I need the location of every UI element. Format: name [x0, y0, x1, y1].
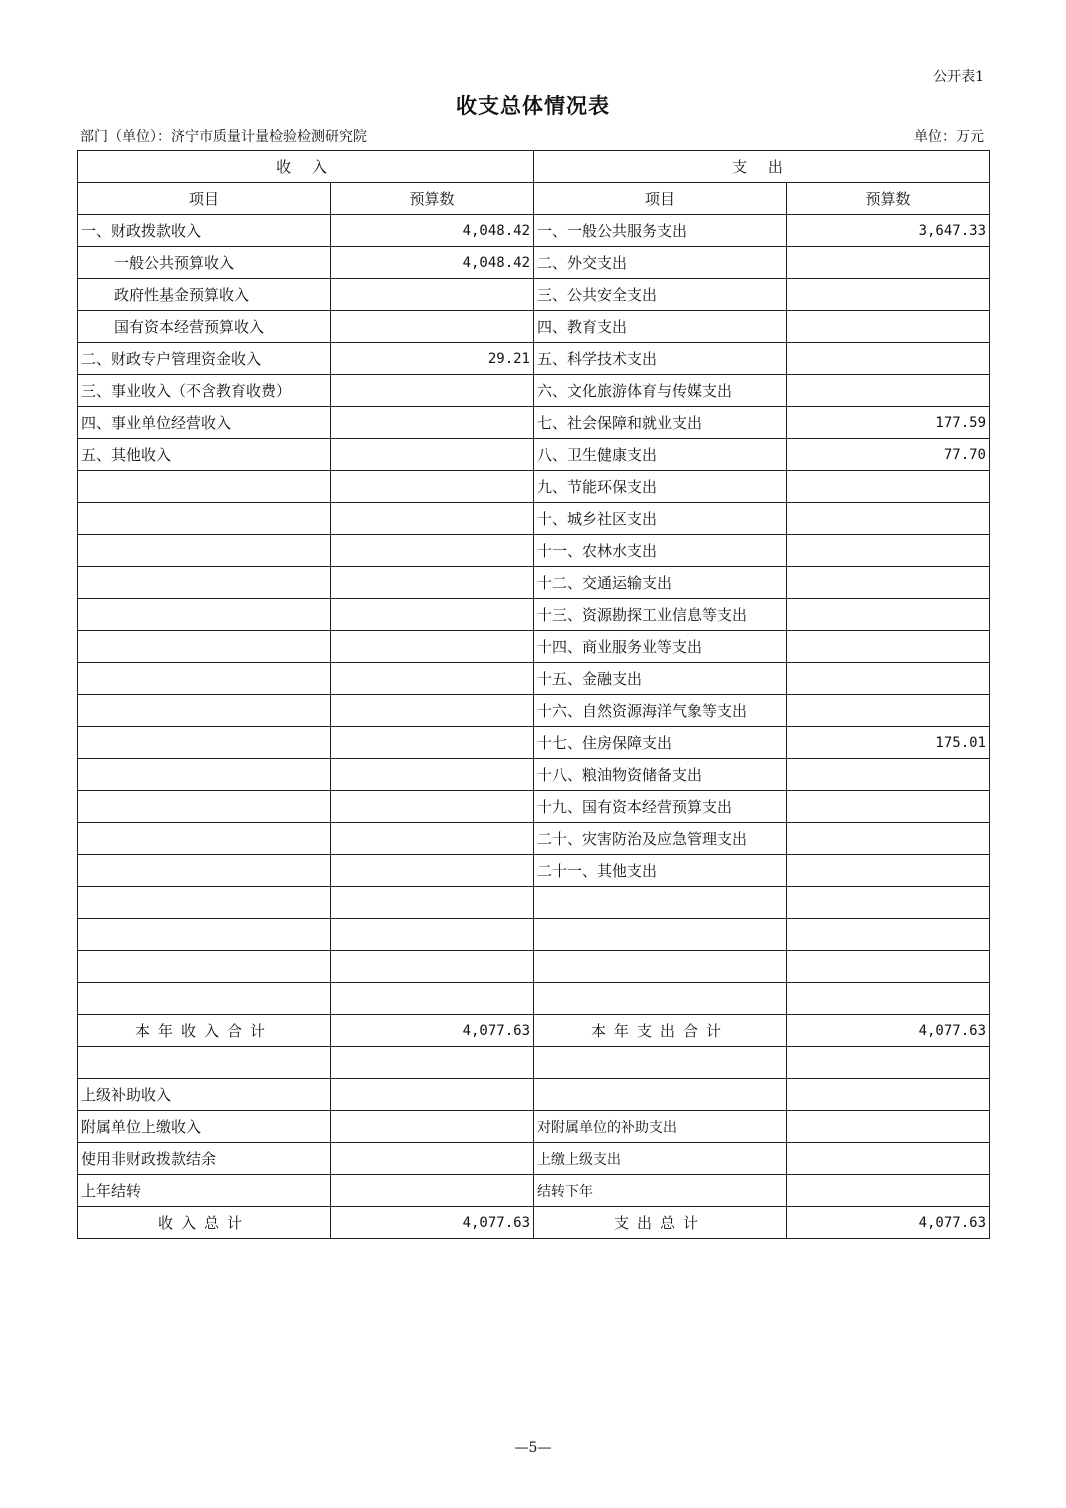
- expense-item: 十一、农林水支出: [534, 535, 787, 567]
- income-budget: [331, 407, 534, 439]
- expense-budget: 175.01: [787, 727, 990, 759]
- expense-item: [534, 887, 787, 919]
- income-budget: [331, 1079, 534, 1111]
- table-row: [78, 759, 990, 791]
- expense-budget: [787, 983, 990, 1015]
- income-item: 一般公共预算收入: [78, 247, 331, 279]
- expense-item: 十九、国有资本经营预算支出: [534, 791, 787, 823]
- table-row: [78, 375, 990, 407]
- expense-budget: [787, 759, 990, 791]
- income-budget: [331, 951, 534, 983]
- expense-budget: [787, 279, 990, 311]
- expense-budget: [787, 663, 990, 695]
- income-budget: [331, 983, 534, 1015]
- income-budget: [331, 1111, 534, 1143]
- expense-item: 六、文化旅游体育与传媒支出: [534, 375, 787, 407]
- expense-budget: [787, 471, 990, 503]
- income-budget: [331, 503, 534, 535]
- expense-budget: [787, 1143, 990, 1175]
- expense-budget: 177.59: [787, 407, 990, 439]
- income-budget: [331, 631, 534, 663]
- table-row: [78, 247, 990, 279]
- table-row: [78, 567, 990, 599]
- page-number: —5—: [514, 1440, 552, 1456]
- income-budget: [331, 1047, 534, 1079]
- expense-budget: [787, 887, 990, 919]
- expense-item: 八、卫生健康支出: [534, 439, 787, 471]
- column-header-row: [78, 183, 990, 215]
- income-item: [78, 983, 331, 1015]
- expense-budget: [787, 1079, 990, 1111]
- expense-budget: [787, 1175, 990, 1207]
- table-row: [78, 599, 990, 631]
- expense-budget: [787, 823, 990, 855]
- expense-budget: [787, 695, 990, 727]
- income-item: [78, 951, 331, 983]
- income-budget: [331, 727, 534, 759]
- income-item: [78, 823, 331, 855]
- expense-item: 四、教育支出: [534, 311, 787, 343]
- income-budget: [331, 919, 534, 951]
- expense-budget: [787, 855, 990, 887]
- unit-label: 单位：万元: [914, 129, 984, 145]
- expense-item: 上缴上级支出: [534, 1143, 787, 1175]
- income-budget: 4,048.42: [331, 247, 534, 279]
- income-item: 二、财政专户管理资金收入: [78, 343, 331, 375]
- expense-budget: 3,647.33: [787, 215, 990, 247]
- income-item: [78, 919, 331, 951]
- table-row: [78, 1111, 990, 1143]
- expense-item: [534, 919, 787, 951]
- income-item: 附属单位上缴收入: [78, 1111, 331, 1143]
- budget-table: [77, 150, 990, 1239]
- income-budget: [331, 855, 534, 887]
- income-total-label: 本年收入合计: [78, 1015, 331, 1047]
- expense-item-header: 项目: [534, 183, 787, 215]
- income-budget: [331, 311, 534, 343]
- income-budget: [331, 823, 534, 855]
- grand-total-row: [78, 1207, 990, 1239]
- income-budget: [331, 599, 534, 631]
- section-header-row: [78, 151, 990, 183]
- expense-budget: 77.70: [787, 439, 990, 471]
- expense-item: [534, 951, 787, 983]
- table-row: [78, 951, 990, 983]
- expense-budget: [787, 535, 990, 567]
- table-row: [78, 663, 990, 695]
- expense-item: [534, 983, 787, 1015]
- expense-item: 二、外交支出: [534, 247, 787, 279]
- income-budget: [331, 1175, 534, 1207]
- income-budget-header: 预算数: [331, 183, 534, 215]
- expense-budget: [787, 567, 990, 599]
- expense-item: 十五、金融支出: [534, 663, 787, 695]
- income-item: 五、其他收入: [78, 439, 331, 471]
- income-item: 一、财政拨款收入: [78, 215, 331, 247]
- income-item: [78, 791, 331, 823]
- table-row: [78, 439, 990, 471]
- table-row: [78, 1175, 990, 1207]
- table-row: [78, 407, 990, 439]
- table-row: [78, 983, 990, 1015]
- table-row: [78, 631, 990, 663]
- expense-budget: [787, 631, 990, 663]
- income-budget: [331, 567, 534, 599]
- table-tag: 公开表1: [933, 69, 984, 85]
- income-total-value: 4,077.63: [331, 1207, 534, 1239]
- income-budget: [331, 1143, 534, 1175]
- expense-budget: [787, 375, 990, 407]
- table-row: [78, 887, 990, 919]
- table-row: [78, 1079, 990, 1111]
- department-label: 部门（单位）：济宁市质量计量检验检测研究院: [80, 129, 367, 145]
- income-budget: [331, 439, 534, 471]
- expense-section-header: 支 出: [534, 151, 990, 183]
- expense-item: [534, 1047, 787, 1079]
- expense-item: 十七、住房保障支出: [534, 727, 787, 759]
- income-item: [78, 855, 331, 887]
- table-row: [78, 1047, 990, 1079]
- income-item: [78, 887, 331, 919]
- expense-budget: [787, 599, 990, 631]
- income-budget: [331, 535, 534, 567]
- income-item: [78, 759, 331, 791]
- table-row: [78, 311, 990, 343]
- expense-total-label: 本年支出合计: [534, 1015, 787, 1047]
- table-row: [78, 343, 990, 375]
- expense-total-value: 4,077.63: [787, 1207, 990, 1239]
- income-budget: [331, 759, 534, 791]
- expense-item: 十二、交通运输支出: [534, 567, 787, 599]
- income-item: 四、事业单位经营收入: [78, 407, 331, 439]
- income-budget: [331, 375, 534, 407]
- expense-budget: [787, 951, 990, 983]
- income-item: [78, 599, 331, 631]
- expense-item: 七、社会保障和就业支出: [534, 407, 787, 439]
- table-row: [78, 215, 990, 247]
- expense-item: 九、节能环保支出: [534, 471, 787, 503]
- income-item: 使用非财政拨款结余: [78, 1143, 331, 1175]
- table-row: [78, 535, 990, 567]
- income-item: [78, 695, 331, 727]
- income-item: [78, 471, 331, 503]
- expense-budget: [787, 1111, 990, 1143]
- income-item: 政府性基金预算收入: [78, 279, 331, 311]
- expense-total-value: 4,077.63: [787, 1015, 990, 1047]
- income-item: [78, 631, 331, 663]
- table-row: [78, 695, 990, 727]
- table-row: [78, 1143, 990, 1175]
- expense-budget: [787, 247, 990, 279]
- expense-item: 十、城乡社区支出: [534, 503, 787, 535]
- income-total-label: 收入总计: [78, 1207, 331, 1239]
- table-row: [78, 279, 990, 311]
- income-budget: [331, 887, 534, 919]
- income-budget: [331, 791, 534, 823]
- income-item: 上年结转: [78, 1175, 331, 1207]
- table-row: [78, 823, 990, 855]
- income-item: [78, 503, 331, 535]
- page-title: 收支总体情况表: [456, 94, 610, 118]
- expense-item: 二十一、其他支出: [534, 855, 787, 887]
- income-total-value: 4,077.63: [331, 1015, 534, 1047]
- income-budget: [331, 471, 534, 503]
- expense-item: 十四、商业服务业等支出: [534, 631, 787, 663]
- income-item: 三、事业收入（不含教育收费）: [78, 375, 331, 407]
- expense-item: 十三、资源勘探工业信息等支出: [534, 599, 787, 631]
- income-item: [78, 1047, 331, 1079]
- expense-item: [534, 1079, 787, 1111]
- table-row: [78, 503, 990, 535]
- expense-item: 三、公共安全支出: [534, 279, 787, 311]
- expense-budget-header: 预算数: [787, 183, 990, 215]
- table-row: [78, 855, 990, 887]
- expense-item: 五、科学技术支出: [534, 343, 787, 375]
- income-budget: 29.21: [331, 343, 534, 375]
- income-item: [78, 535, 331, 567]
- income-item: [78, 567, 331, 599]
- expense-budget: [787, 311, 990, 343]
- income-budget: [331, 279, 534, 311]
- year-total-row: [78, 1015, 990, 1047]
- income-item: 国有资本经营预算收入: [78, 311, 331, 343]
- expense-item: 十六、自然资源海洋气象等支出: [534, 695, 787, 727]
- income-item-header: 项目: [78, 183, 331, 215]
- expense-budget: [787, 1047, 990, 1079]
- expense-item: 对附属单位的补助支出: [534, 1111, 787, 1143]
- expense-item: 十八、粮油物资储备支出: [534, 759, 787, 791]
- expense-budget: [787, 791, 990, 823]
- income-budget: 4,048.42: [331, 215, 534, 247]
- expense-item: 二十、灾害防治及应急管理支出: [534, 823, 787, 855]
- expense-budget: [787, 343, 990, 375]
- table-row: [78, 727, 990, 759]
- table-row: [78, 471, 990, 503]
- expense-total-label: 支出总计: [534, 1207, 787, 1239]
- expense-item: 结转下年: [534, 1175, 787, 1207]
- table-row: [78, 919, 990, 951]
- income-section-header: 收 入: [78, 151, 534, 183]
- income-item: [78, 663, 331, 695]
- expense-item: 一、一般公共服务支出: [534, 215, 787, 247]
- income-item: [78, 727, 331, 759]
- income-budget: [331, 695, 534, 727]
- income-budget: [331, 663, 534, 695]
- table-row: [78, 791, 990, 823]
- income-item: 上级补助收入: [78, 1079, 331, 1111]
- expense-budget: [787, 503, 990, 535]
- expense-budget: [787, 919, 990, 951]
